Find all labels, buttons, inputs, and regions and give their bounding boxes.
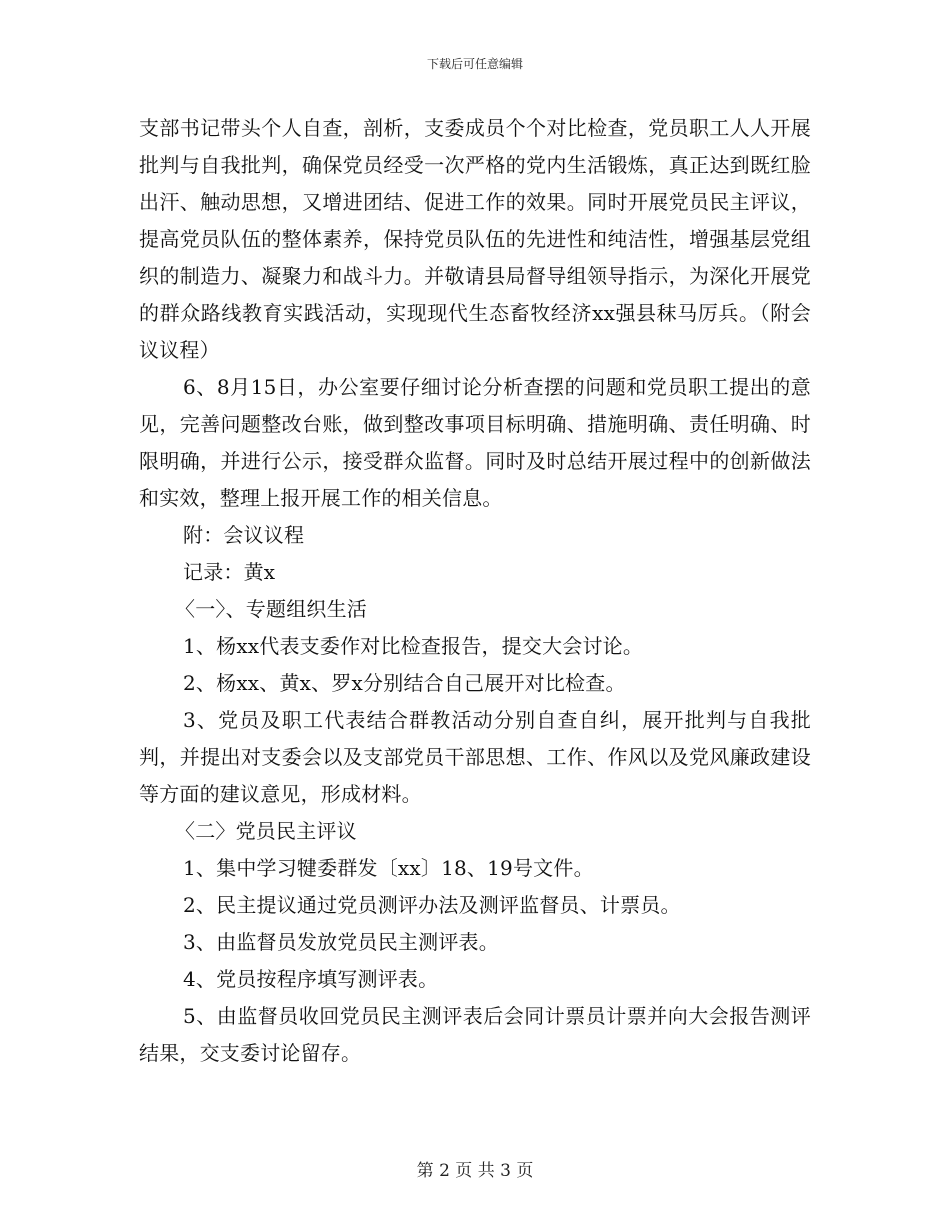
list-item: 1、集中学习犍委群发〔xx〕18、19号文件。 (183, 856, 594, 880)
paragraph-intro: 支部书记带头个人自查，剖析，支委成员个个对比检查，党员职工人人开展批判与自我批判，确保党员经受一次严格的党内生活锻炼，真正达到既红脸出汗、触动思想，又增进团结、促进工作的效果。同时开展党员民主评议，提高党员队伍的整体素养，保持党员队伍的先进性和纯洁性，增强基层党组织的制造力、凝聚力和战斗力。并敬请县局督导组领导指示，为深化开展党的群众路线教育实践活动，实现现代生态畜牧经济xx强县秣马厉兵。（附会议议程） (139, 116, 811, 362)
list-item: 4、党员按程序填写测评表。 (183, 967, 439, 991)
document-body (139, 110, 811, 1072)
section-heading-1: 〈一〉、专题组织生活 (175, 597, 367, 621)
page-header: 下载后可任意编辑 (426, 57, 523, 71)
recorder-line: 记录：黄x (183, 560, 276, 584)
appendix-title: 附：会议议程 (183, 523, 305, 547)
section-heading-2: 〈二〉党员民主评议 (175, 819, 357, 843)
paragraph-item-6: 6、8月15日，办公室要仔细讨论分析查摆的问题和党员职工提出的意见，完善问题整改台账，做到整改事项目标明确、措施明确、责任明确、时限明确，并进行公示，接受群众监督。同时及时总结开展过程中的创新做法和实效，整理上报开展工作的相关信息。 (139, 375, 811, 510)
list-item: 3、党员及职工代表结合群教活动分别自查自纠，展开批判与自我批判，并提出对支委会以及支部党员干部思想、工作、作风以及党风廉政建设等方面的建议意见，形成材料。 (139, 708, 811, 806)
list-item: 2、杨xx、黄x、罗x分别结合自己展开对比检查。 (183, 671, 626, 695)
list-item: 1、杨xx代表支委作对比检查报告，提交大会讨论。 (183, 634, 644, 658)
list-item: 5、由监督员收回党员民主测评表后会同计票员计票并向大会报告测评结果，交支委讨论留存。 (139, 1004, 811, 1065)
list-item: 3、由监督员发放党员民主测评表。 (183, 930, 499, 954)
page-footer: 第 2 页 共 3 页 (416, 1161, 534, 1181)
list-item: 2、民主提议通过党员测评办法及测评监督员、计票员。 (183, 893, 681, 917)
